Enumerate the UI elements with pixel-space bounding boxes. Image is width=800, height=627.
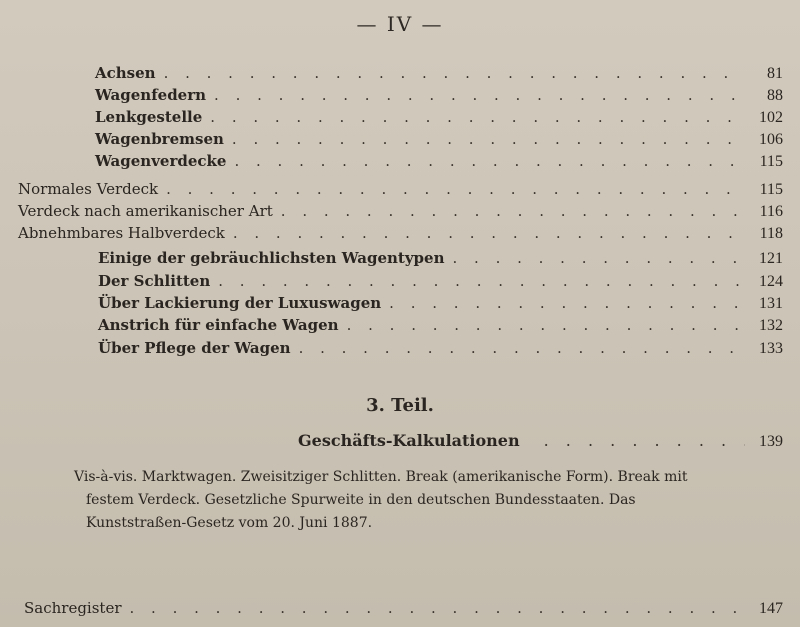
toc-entry xyxy=(98,270,783,292)
toc-entry-label: Lenkgestelle xyxy=(95,108,203,126)
section-title-part-3: 3. Teil. xyxy=(366,395,434,416)
toc-entry-label: Geschäfts-Kalkulationen xyxy=(298,431,520,450)
toc-entry-label: Wagenverdecke xyxy=(95,152,227,170)
toc-entry xyxy=(95,150,783,172)
toc-entry-page: 106 xyxy=(759,131,783,148)
leader-dots xyxy=(453,247,746,269)
leader-dots xyxy=(210,106,745,128)
leader-dots xyxy=(389,292,745,314)
description-line: festem Verdeck. Gesetzliche Spurweite in den deutschen Bundesstaaten. Das xyxy=(86,492,636,508)
leader-dots xyxy=(233,222,745,244)
toc-entry xyxy=(18,200,783,222)
leader-dots xyxy=(347,314,745,336)
toc-entry-page: 115 xyxy=(759,153,783,170)
toc-entry-page: 88 xyxy=(767,87,783,104)
leader-dots xyxy=(214,84,745,106)
toc-entry-page: 133 xyxy=(759,340,783,357)
toc-entry-label: Einige der gebräuchlichsten Wagentypen xyxy=(98,249,445,267)
toc-entry-page: 121 xyxy=(759,250,783,267)
toc-entry xyxy=(98,292,783,314)
toc-entry xyxy=(95,62,783,84)
leader-dots xyxy=(232,128,745,150)
toc-entry-label: Über Lackierung der Luxuswagen xyxy=(98,294,382,312)
part-3-description xyxy=(74,466,734,535)
leader-dots xyxy=(166,178,745,200)
toc-entry-label: Der Schlitten xyxy=(98,272,211,290)
toc-entry xyxy=(18,222,783,244)
toc-entry-page: 147 xyxy=(759,600,783,617)
toc-entry xyxy=(95,106,783,128)
toc-entry-index xyxy=(24,597,783,619)
toc-entry-page: 131 xyxy=(759,295,783,312)
toc-entry-label: Abnehmbares Halbverdeck xyxy=(18,224,225,242)
toc-entry-label: Achsen xyxy=(95,64,156,82)
toc-entry-page: 124 xyxy=(759,273,783,290)
toc-entry-label: Verdeck nach amerikanischer Art xyxy=(18,202,273,220)
toc-entry xyxy=(98,247,783,269)
toc-entry-page: 132 xyxy=(759,317,783,334)
page-header-roman-numeral: — IV — xyxy=(356,12,444,36)
leader-dots xyxy=(544,430,745,452)
toc-entry-label: Über Pflege der Wagen xyxy=(98,339,291,357)
toc-entry-page: 116 xyxy=(759,203,783,220)
leader-dots xyxy=(281,200,745,222)
toc-entry-label: Sachregister xyxy=(24,599,122,617)
toc-entry-label: Anstrich für einfache Wagen xyxy=(98,316,339,334)
toc-entry-label: Wagenfedern xyxy=(95,86,207,104)
toc-entry xyxy=(98,314,783,336)
leader-dots xyxy=(299,337,745,359)
leader-dots xyxy=(164,62,745,84)
toc-entry xyxy=(98,337,783,359)
toc-entry-page: 102 xyxy=(759,109,783,126)
leader-dots xyxy=(218,270,745,292)
toc-entry xyxy=(18,178,783,200)
toc-entry xyxy=(95,128,783,150)
leader-dots xyxy=(234,150,745,172)
toc-entry-label: Normales Verdeck xyxy=(18,180,159,198)
toc-entry-part-3 xyxy=(298,430,783,452)
toc-entry-page: 81 xyxy=(767,65,783,82)
description-line: Vis-à-vis. Marktwagen. Zweisitziger Schlitten. Break (amerikanische Form). Break mit xyxy=(74,469,688,485)
leader-dots xyxy=(130,597,746,619)
toc-entry-page: 139 xyxy=(759,433,783,450)
toc-entry xyxy=(95,84,783,106)
description-line: Kunststraßen-Gesetz vom 20. Juni 1887. xyxy=(86,515,373,531)
toc-entry-page: 118 xyxy=(759,225,783,242)
toc-entry-page: 115 xyxy=(759,181,783,198)
toc-entry-label: Wagenbremsen xyxy=(95,130,224,148)
